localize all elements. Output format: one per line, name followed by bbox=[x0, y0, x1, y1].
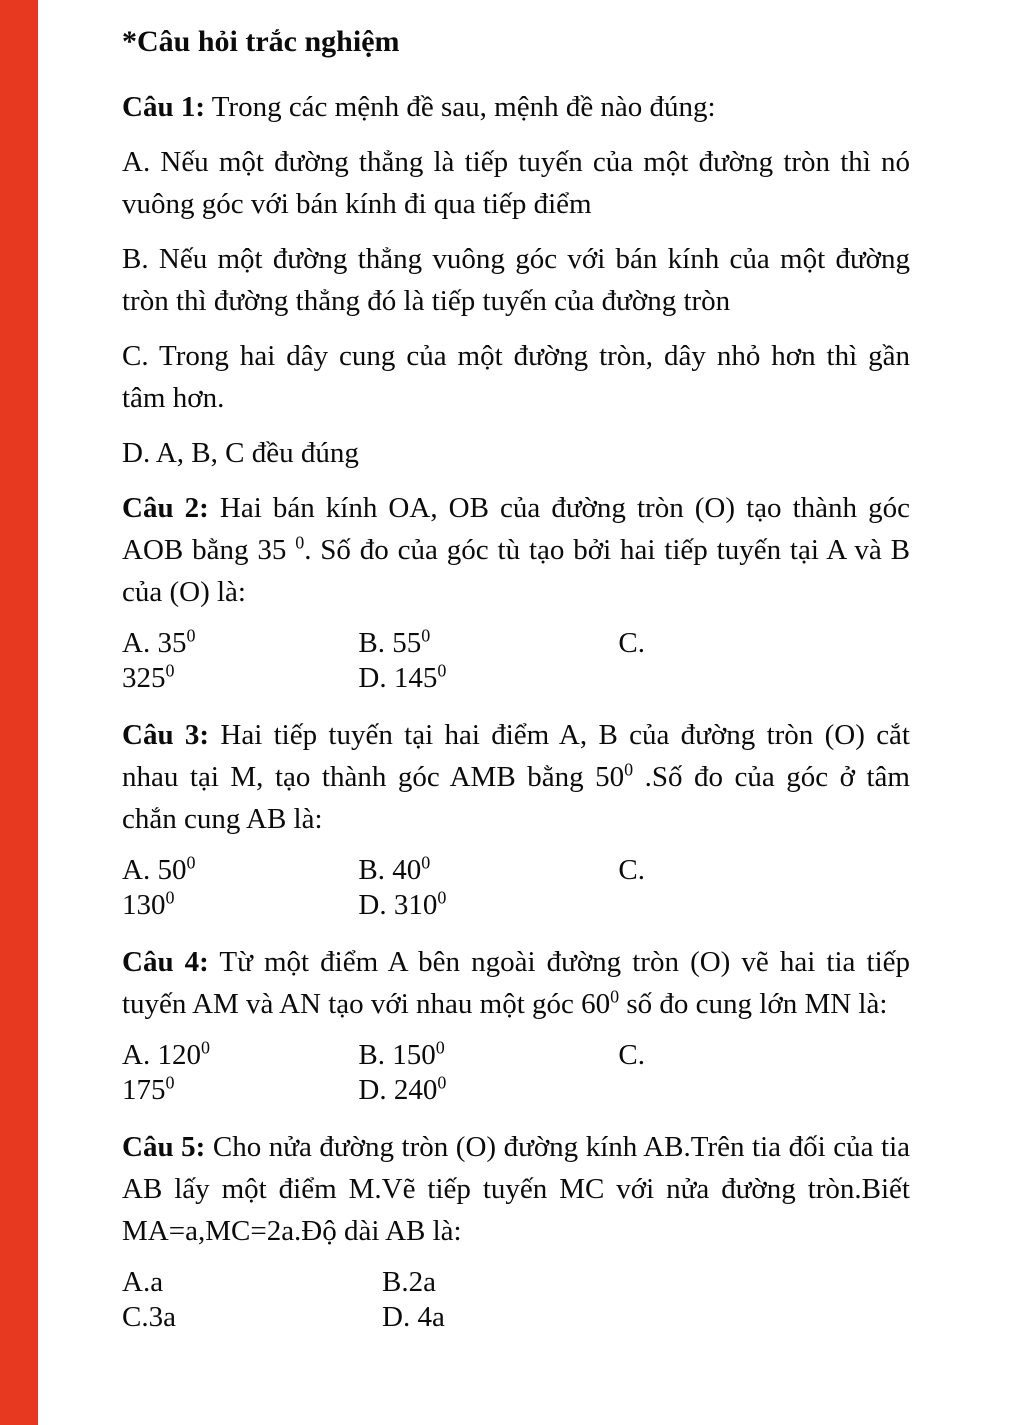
option-sup: 0 bbox=[186, 625, 196, 646]
question-3-text bbox=[122, 714, 910, 840]
option-text: 175 bbox=[122, 1074, 166, 1106]
option-text: B. 40 bbox=[358, 854, 422, 886]
question-2-sup: 0 bbox=[295, 532, 305, 553]
option-sup: 0 bbox=[435, 1037, 445, 1058]
question-2-text bbox=[122, 487, 910, 613]
question-1-label: Câu 1: bbox=[122, 91, 205, 123]
question-2-stem-cont: . Số đo của góc tù tạo bởi hai tiếp tuyến tại A và B của (O) là: bbox=[122, 534, 910, 608]
option-cell bbox=[382, 1300, 910, 1335]
question-2-stem: Hai bán kính OA, OB của đường tròn (O) tạo thành góc AOB bằng 35 bbox=[122, 492, 910, 566]
option-text: B. 150 bbox=[358, 1039, 436, 1071]
option-cell bbox=[122, 626, 358, 661]
option-text: C. bbox=[618, 1039, 646, 1071]
red-sidebar-strip bbox=[0, 0, 38, 1425]
option-text: D. 4a bbox=[382, 1301, 445, 1333]
option-text: C.3a bbox=[122, 1301, 176, 1333]
question-4-label: Câu 4: bbox=[122, 946, 209, 978]
question-1-option-c: C. Trong hai dây cung của một đường tròn, dây nhỏ hơn thì gần tâm hơn. bbox=[122, 340, 910, 414]
option-text: 325 bbox=[122, 662, 166, 694]
option-cell bbox=[618, 661, 910, 696]
option-cell bbox=[122, 1300, 382, 1335]
question-5-label: Câu 5: bbox=[122, 1131, 206, 1163]
option-text: A. 120 bbox=[122, 1039, 201, 1071]
question-1 bbox=[122, 86, 910, 474]
option-cell bbox=[358, 661, 618, 696]
option-sup: 0 bbox=[421, 625, 431, 646]
option-text: D. 145 bbox=[358, 662, 438, 694]
option-cell bbox=[122, 661, 358, 696]
question-4-stem: Từ một điểm A bên ngoài đường tròn (O) vẽ hai tia tiếp tuyến AM và AN tạo với nhau một góc 60 bbox=[122, 946, 910, 1020]
option-text: C. bbox=[618, 627, 646, 659]
option-text: A. 50 bbox=[122, 854, 187, 886]
option-cell bbox=[618, 626, 910, 661]
option-cell bbox=[358, 1073, 618, 1108]
option-sup: 0 bbox=[437, 887, 447, 908]
option-cell bbox=[358, 888, 618, 923]
page-title: *Câu hỏi trắc nghiệm bbox=[122, 25, 400, 58]
option-sup: 0 bbox=[165, 887, 175, 908]
question-5-text bbox=[122, 1126, 910, 1252]
question-5-options bbox=[122, 1265, 910, 1335]
question-3-label: Câu 3: bbox=[122, 719, 210, 751]
question-4-stem-cont: số đo cung lớn MN là: bbox=[619, 988, 888, 1020]
question-3-sup: 0 bbox=[624, 759, 634, 780]
option-cell bbox=[358, 853, 618, 888]
question-5-stem: Cho nửa đường tròn (O) đường kính AB.Trên tia đối của tia AB lấy một điểm M.Vẽ tiếp tuyến MC với nửa đường tròn.Biết MA=a,MC=2a.Độ dài AB là: bbox=[122, 1131, 911, 1247]
option-text: C. bbox=[618, 854, 646, 886]
option-text: 130 bbox=[122, 889, 166, 921]
question-1-option-d: D. A, B, C đều đúng bbox=[122, 437, 359, 469]
option-cell bbox=[122, 1038, 358, 1073]
option-sup: 0 bbox=[165, 660, 175, 681]
question-3-options bbox=[122, 853, 910, 923]
option-sup: 0 bbox=[437, 1072, 447, 1093]
option-sup: 0 bbox=[437, 660, 447, 681]
question-4-options bbox=[122, 1038, 910, 1108]
question-4-text bbox=[122, 941, 910, 1025]
question-3-stem-cont: .Số đo của góc ở tâm chắn cung AB là: bbox=[122, 761, 910, 835]
option-cell bbox=[618, 888, 910, 923]
option-text: A.a bbox=[122, 1266, 164, 1298]
document-body bbox=[122, 22, 910, 1353]
question-1-stem: Trong các mệnh đề sau, mệnh đề nào đúng: bbox=[204, 91, 716, 123]
option-cell bbox=[122, 1265, 382, 1300]
question-2-label: Câu 2: bbox=[122, 492, 209, 524]
option-text: B.2a bbox=[382, 1266, 436, 1298]
question-2 bbox=[122, 487, 910, 696]
option-sup: 0 bbox=[165, 1072, 175, 1093]
option-cell bbox=[122, 888, 358, 923]
question-4 bbox=[122, 941, 910, 1108]
question-3-stem: Hai tiếp tuyến tại hai điểm A, B của đường tròn (O) cắt nhau tại M, tạo thành góc AMB bằng 50 bbox=[122, 719, 910, 793]
option-text: A. 35 bbox=[122, 627, 187, 659]
option-cell bbox=[358, 626, 618, 661]
option-cell bbox=[382, 1265, 910, 1300]
option-cell bbox=[358, 1038, 618, 1073]
option-sup: 0 bbox=[421, 852, 431, 873]
question-4-sup: 0 bbox=[610, 986, 620, 1007]
option-text: D. 240 bbox=[358, 1074, 438, 1106]
option-cell bbox=[122, 1073, 358, 1108]
option-cell bbox=[618, 1038, 910, 1073]
option-text: D. 310 bbox=[358, 889, 438, 921]
option-text: B. 55 bbox=[358, 627, 422, 659]
question-1-text bbox=[122, 86, 910, 128]
question-2-options bbox=[122, 626, 910, 696]
option-cell bbox=[122, 853, 358, 888]
option-cell bbox=[618, 1073, 910, 1108]
question-3 bbox=[122, 714, 910, 923]
option-sup: 0 bbox=[200, 1037, 210, 1058]
question-5 bbox=[122, 1126, 910, 1335]
question-1-option-a: A. Nếu một đường thẳng là tiếp tuyến của một đường tròn thì nó vuông góc với bán kính đi qua tiếp điểm bbox=[122, 146, 910, 220]
question-1-option-b: B. Nếu một đường thẳng vuông góc với bán kính của một đường tròn thì đường thẳng đó là tiếp tuyến của đường tròn bbox=[122, 243, 910, 317]
option-cell bbox=[618, 853, 910, 888]
option-sup: 0 bbox=[186, 852, 196, 873]
